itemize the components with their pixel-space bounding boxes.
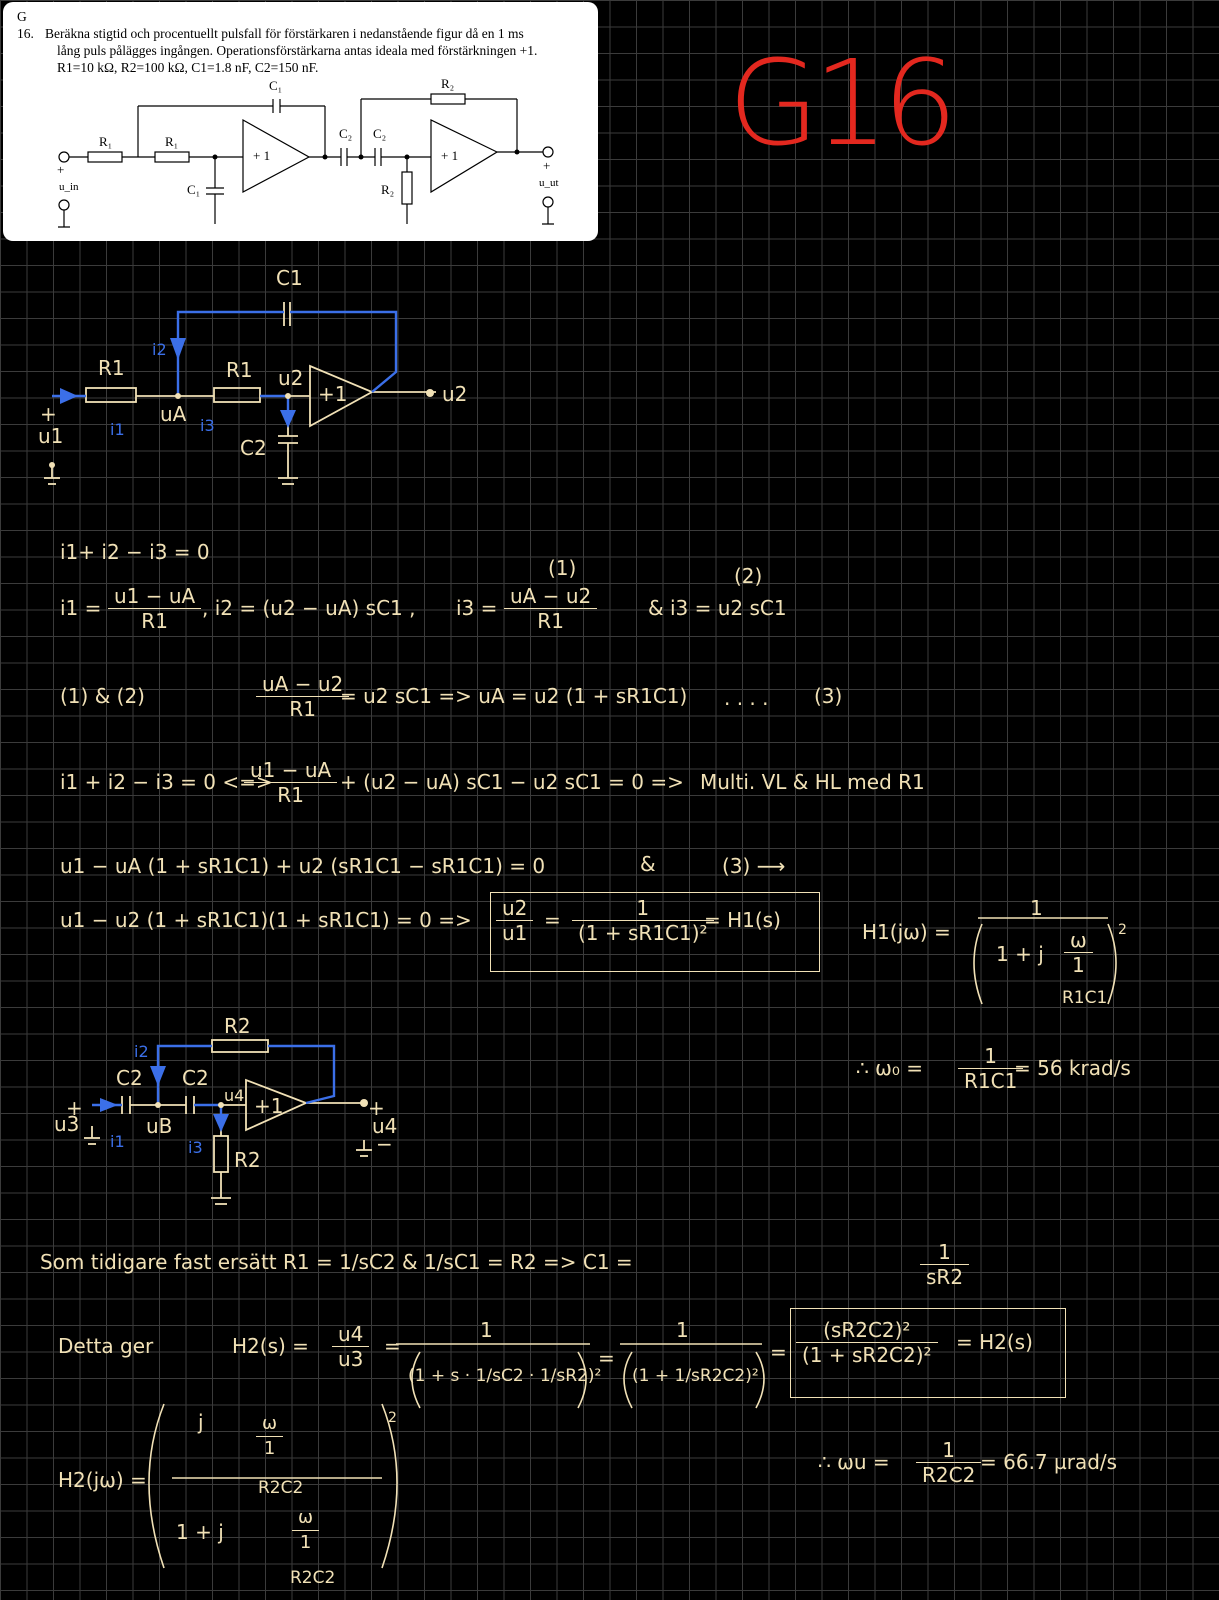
page-title: G16: [728, 34, 952, 172]
label-c2a: C₂: [339, 126, 353, 141]
eq-i1-frac: [108, 584, 201, 633]
label-uut: u_ut: [539, 177, 559, 189]
label-gain-2: + 1: [441, 148, 459, 163]
eq-tag-2: (2): [734, 564, 763, 588]
wu-num: 1: [916, 1438, 981, 1463]
eq-l5-tag: (3) ⟶: [722, 854, 786, 878]
h1-den: (1 + sR1C1)²: [578, 921, 708, 945]
label-r2-shunt: R₂: [381, 182, 395, 197]
c2-label-gain: +1: [254, 1094, 284, 1118]
h2-rhs: = H2(s): [956, 1330, 1033, 1354]
h2-c-frac: [796, 1318, 938, 1367]
eq2-c1-frac: [920, 1240, 969, 1289]
h2-a-den: (1 + s · 1/sC2 · 1/sR2)²: [408, 1366, 602, 1386]
h2-ratio-den: u3: [338, 1347, 364, 1371]
h1-rhs: = H1(s): [704, 908, 781, 932]
w0-den: R1C1: [964, 1069, 1018, 1093]
eq-l3-num: uA − u2: [256, 672, 349, 697]
eq-l5-amp: &: [640, 852, 656, 876]
eq-i3-num: uA − u2: [504, 584, 597, 609]
c1-label-i3: i3: [200, 416, 215, 435]
h1-ratio: [496, 896, 533, 945]
label-plus-out: +: [543, 158, 551, 173]
c1-label-u1: u1: [38, 424, 64, 448]
h2jw-top-one: 1: [263, 1438, 276, 1459]
eq-l3-prefix: (1) & (2): [60, 684, 145, 708]
problem-line-3: R1=10 kΩ, R2=100 kΩ, C1=1.8 nF, C2=150 nF.: [57, 60, 319, 75]
label-c2b: C₂: [373, 126, 387, 141]
h2jw-top-rc: R2C2: [258, 1478, 304, 1498]
h2jw-den-pre: 1 + j: [176, 1520, 224, 1544]
c2-label-i1: i1: [110, 1132, 125, 1151]
eq2-som: Som tidigare fast ersätt R1 = 1/sC2 & 1/sC1 = R2 => C1 =: [40, 1250, 633, 1274]
h2-eq: =: [384, 1334, 401, 1358]
label-c1-shunt: C₁: [187, 182, 201, 197]
eq-l3-rest: = u2 sC1 => uA = u2 (1 + sR1C1): [340, 684, 688, 708]
h1-num: 1: [572, 896, 714, 921]
c1-label-c2: C2: [240, 436, 267, 460]
h2jw-lhs: H2(jω) =: [58, 1468, 147, 1492]
eq-i3-frac: [504, 584, 597, 633]
eq-i1-den: R1: [141, 609, 168, 633]
label-plus-in: +: [57, 162, 65, 177]
h1jw-rc: R1C1: [1062, 988, 1108, 1008]
w0-val: = 56 krad/s: [1014, 1056, 1131, 1080]
c2-label-plus-out: +: [368, 1096, 385, 1120]
eq-l3-den: R1: [289, 697, 316, 721]
eq-tag-1: (1): [548, 556, 577, 580]
label-uin: u_in: [59, 181, 79, 193]
problem-line-1: Beräkna stigtid och procentuellt pulsfall för förstärkaren i nedanstående figur då en 1 ms: [45, 26, 524, 41]
h2-ratio: [332, 1322, 369, 1371]
wu-den: R2C2: [922, 1463, 976, 1487]
h2-ratio-num: u4: [332, 1322, 369, 1347]
c2-label-i3: i3: [188, 1138, 203, 1157]
eq-l4-prefix: i1 + i2 − i3 = 0 <=>: [60, 770, 273, 794]
eq-l6: u1 − u2 (1 + sR1C1)(1 + sR1C1) = 0 =>: [60, 908, 472, 932]
c1-label-r1b: R1: [226, 358, 253, 382]
eq-l3-dots: . . . .: [724, 686, 769, 710]
eq-i1-lhs: i1 =: [60, 596, 102, 620]
h1jw-den: 1 + j: [996, 942, 1044, 966]
h2jw-top-w: ω: [256, 1412, 283, 1437]
h2-c-num: (sR2C2)²: [796, 1318, 938, 1343]
label-r1b: R₁: [165, 134, 179, 149]
h2-b-den: (1 + 1/sR2C2)²: [632, 1366, 759, 1386]
c2-label-c2a: C2: [116, 1066, 143, 1090]
c2-label-r2: R2: [224, 1014, 251, 1038]
eq-l3-frac: [256, 672, 349, 721]
wu-val: = 66.7 µrad/s: [980, 1450, 1118, 1474]
c1-label-u2: u2: [278, 366, 304, 390]
c2-label-plus-in: +: [66, 1096, 83, 1120]
h2jw-sq: 2: [388, 1410, 397, 1426]
h2-lhs: H2(s) =: [232, 1334, 309, 1358]
eq-i2: , i2 = (u2 − uA) sC1 ,: [202, 596, 416, 620]
h1jw-sq: 2: [1118, 922, 1127, 938]
h2jw-bot-rc: R2C2: [290, 1568, 336, 1588]
w0-pre: ∴ ω₀ =: [856, 1056, 923, 1080]
eq-l4-den: R1: [277, 783, 304, 807]
label-r1a: R₁: [99, 134, 113, 149]
eq-kcl: i1+ i2 − i3 = 0: [60, 540, 210, 564]
eq2-detta: Detta ger: [58, 1334, 154, 1358]
c2-label-r2b: R2: [234, 1148, 261, 1172]
c1-label-c1: C1: [276, 266, 303, 290]
h2-b-num: 1: [676, 1318, 689, 1342]
h2jw-bot-w: ω: [292, 1506, 319, 1531]
h2-a-num: 1: [480, 1318, 493, 1342]
eq-l4-num: u1 − uA: [244, 758, 337, 783]
c1-label-ua: uA: [160, 402, 187, 426]
h1jw-lhs: H1(jω) =: [862, 920, 951, 944]
c2-label-i2: i2: [134, 1042, 149, 1061]
h2jw-j: j: [198, 1410, 204, 1434]
c1-label-out: u2: [442, 382, 468, 406]
label-c1: C₁: [269, 78, 283, 93]
h2-c-den: (1 + sR2C2)²: [802, 1343, 932, 1367]
h1jw-inner: [1064, 928, 1093, 977]
h1jw-one: 1: [1072, 953, 1085, 977]
eq-l5: u1 − uA (1 + sR1C1) + u2 (sR1C1 − sR1C1) = 0: [60, 854, 546, 878]
h1-ratio-num: u2: [496, 896, 533, 921]
problem-line-2: lång puls pålägges ingången. Operationsförstärkarna antas ideala med förstärkningen +1.: [57, 43, 538, 58]
h1-eq: =: [544, 908, 561, 932]
c1-label-i1: i1: [110, 420, 125, 439]
h2jw-top-frac: [256, 1412, 283, 1461]
c2-label-u4: u4: [372, 1114, 398, 1138]
eq2-c1-den: sR2: [926, 1265, 964, 1289]
h2-eq-2: =: [598, 1346, 615, 1370]
eq2-c1-num: 1: [920, 1240, 969, 1265]
eq-l4-rest: + (u2 − uA) sC1 − u2 sC1 = 0 =>: [340, 770, 684, 794]
c2-label-minus: −: [376, 1132, 393, 1156]
eq-i3-den: R1: [537, 609, 564, 633]
h1-frac: [572, 896, 714, 945]
w0-num: 1: [958, 1044, 1023, 1069]
h1-ratio-den: u1: [502, 921, 528, 945]
problem-number: G 16.: [17, 9, 34, 41]
c1-label-r1: R1: [98, 356, 125, 380]
c1-label-i2: i2: [152, 340, 167, 359]
eq-l4-note: Multi. VL & HL med R1: [700, 770, 925, 794]
h1jw-num: 1: [1030, 896, 1043, 920]
h2jw-bot-frac: [292, 1506, 319, 1555]
c1-label-plus: +: [40, 402, 57, 426]
eq-l4-frac: [244, 758, 337, 807]
wu-frac: [916, 1438, 981, 1487]
h2-eq-3: =: [770, 1340, 787, 1364]
wu-pre: ∴ ωu =: [818, 1450, 890, 1474]
c2-label-ub: uB: [146, 1114, 173, 1138]
label-gain-1: + 1: [253, 148, 271, 163]
h1jw-w: ω: [1064, 928, 1093, 953]
eq-i1-num: u1 − uA: [108, 584, 201, 609]
label-r2: R₂: [441, 76, 455, 91]
c2-label-c2b: C2: [182, 1066, 209, 1090]
eq-l3-tag: (3): [814, 684, 843, 708]
eq-i3-lhs: i3 =: [456, 596, 498, 620]
c1-label-gain: +1: [318, 382, 348, 406]
c2-label-u3: u3: [54, 1112, 80, 1136]
eq-i3b: & i3 = u2 sC1: [648, 596, 787, 620]
h2jw-bot-one: 1: [299, 1532, 312, 1553]
c2-label-u4top: u4: [224, 1086, 245, 1105]
